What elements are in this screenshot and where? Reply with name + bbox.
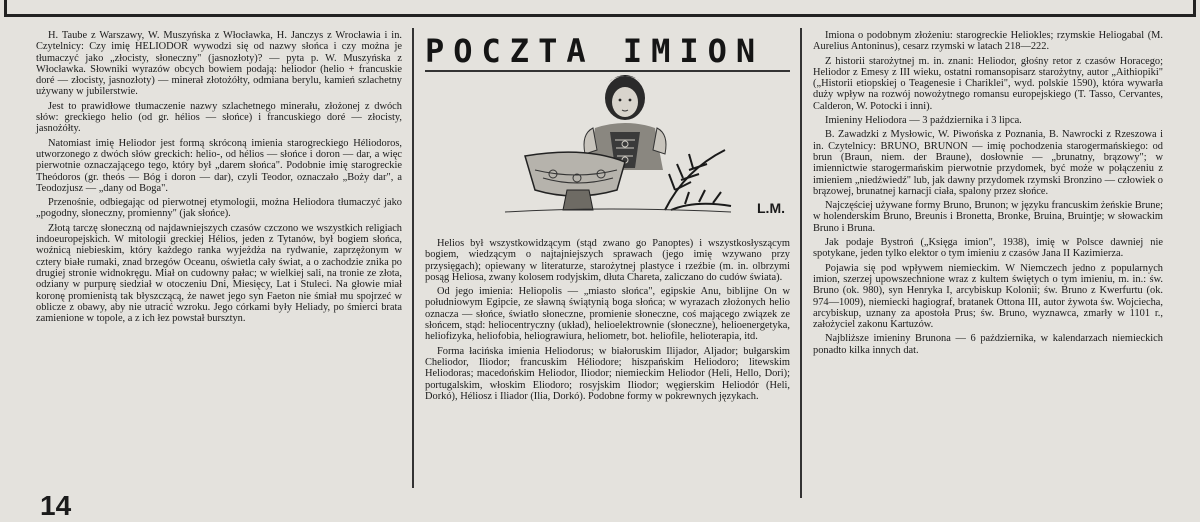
paragraph: Imiona o podobnym złożeniu: starogreckie Heliokles; rzymskie Heliogabal (M. Aurelius Antoninus), cesarz rzymski w latach 218—222.: [813, 30, 1163, 53]
paragraph: Najczęściej używane formy Bruno, Brunon; w języku francuskim żeńskie Brune; w holenderskim Bruno, Breunis i Bronetta, Bronke, Bruina, Bruintje; w słowackim Bruno i Bruna.: [813, 200, 1163, 234]
column-1: [36, 30, 402, 327]
page-title: POCZTA IMION: [425, 32, 765, 70]
masthead: [425, 30, 795, 235]
column-rule: [412, 28, 414, 488]
column-3: [813, 30, 1163, 359]
paragraph: Natomiast imię Heliodor jest formą skróconą imienia starogreckiego Héliodoros, utworzonego z dwóch słów greckich: helio-, od hélios — słońce i doron — dar, a więc pierwotnie oznaczającego tego, który był „darem słońca". Podobnie imię starogreckie Theódoros (gr. theós — Bóg i doron — dar), czyli Teodor, oznaczało „Boży dar", a Teodozjusz — „dany od Boga".: [36, 137, 402, 194]
paragraph: Imieniny Heliodora — 3 października i 3 lipca.: [825, 115, 1022, 127]
paragraph: H. Taube z Warszawy, W. Muszyńska z Włocławka, H. Janczys z Wrocławia i in. Czytelnicy: Czy imię HELIODOR wywodzi się od nazwy słońca i czy można je tłumaczyć jako „złocisty, słoneczny" (jasnozłoty)? — pyta p. W. Muszyńska z Włocławka. Słowniki wyrazów obcych bowiem podają: heliodor (helio + francuskie doré — złocisty, jasnozłoty) — minerał złotożółty, odmiana berylu, kamień szlachetny używany w jubilerstwie.: [36, 30, 402, 98]
paragraph: Pojawia się pod wpływem niemieckim. W Niemczech jedno z popularnych imion, szerzej upowszechnione wraz z kultem świętych o tym imieniu, m. in.: św. Bruno (ok. 980), syn Henryka I, arcybiskup Kolonii; św. Bruno z Kwerfurtu (ok. 974—1009), niemiecki hagiograf, bratanek Ottona III, autor żywota św. Wojciecha, arcybiskup, uznany za apostoła Prus; św. Bruno, wyznawca, zmarły w 1101 r., założyciel zakonu Kartuzów.: [813, 262, 1163, 331]
paragraph: Przenośnie, odbiegając od pierwotnej etymologii, można Heliodora tłumaczyć jako „pogodny, słoneczny, promienny" (jak słońce).: [36, 197, 402, 220]
column-rule: [800, 28, 802, 498]
paragraph: Z historii starożytnej m. in. znani: Heliodor, głośny retor z czasów Horacego; Heliodor z Emesy z III wieku, ostatni romansopisarz starożytny, autor „Aithiopiki" („Historii etiopskiej o Teagenesie i Chariklei", wyd. polskie 1590), która wywarła duży wpływ na rozwój nowożytnego romansu europejskiego (T. Tasso, Cervantes, Calderon, W. Potocki i inni).: [813, 55, 1163, 112]
top-frame: [4, 0, 1196, 17]
woman-with-bowl-illustration: [485, 70, 735, 220]
paragraph: Forma łacińska imienia Heliodorus; w białoruskim Ilijador, Aljador; bułgarskim Cheliodor, Iliodor; francuskim Héliodore; hiszpańskim Heliodoro; litewskim Heliodoras; macedońskim Heliodor, Iliodor; niemieckim Heliodor (Heli, Hello, Dori); portugalskim, włoskim Eliodoro; rosyjskim Iliodor; węgierskim Heliodór (Heli, Dorkó), Héliosz i Iliador (Ilia, Dorkó). Podobne formy w pokrewnych językach.: [425, 345, 790, 402]
paragraph: Najbliższe imieniny Brunona — 6 października, w kalendarzach niemieckich ponadto kilka innych dat.: [813, 333, 1163, 356]
paragraph: Od jego imienia: Heliopolis — „miasto słońca", egipskie Anu, biblijne On w południowym Egipcie, ze sławną świątynią boga słońca; w wyrazach złożonych helio oznacza — słońce, światło słoneczne, promienie słoneczne, coś mającego związek ze słońcem, stąd: heliocentryczny (układ), helioelektrownie (słoneczne), helioenergetyka, heliofizyka, heliofobia, heliograwiura, heliometr, bot. heliofile, helioterapia, itd.: [425, 286, 790, 343]
author-signature: L.M.: [757, 200, 785, 216]
paragraph: Jak podaje Bystroń („Księga imion", 1938), imię w Polsce dawniej nie spotykane, jeden tylko elektor o tym imieniu z czasów Jana II Kazimierza.: [813, 237, 1163, 260]
paragraph: Złotą tarczę słoneczną od najdawniejszych czasów czczono we wszystkich religiach indoeuropejskich. W mitologii greckiej Hélios, jeden z Tytanów, był bogiem słońca, woźnicą niebieskim, który każdego ranka wyjeżdża na rydwanie, zaprzężonym w cztery białe rumaki, znad brzegów Oceanu, oświetla cały świat, a o zachodzie znika po drugiej stronie widnokręgu. Miał on cudowny pałac; w wielkiej sali, na tronie ze złota, odziany w purpurę siedział w otoczeniu Dni, Miesięcy, Lat i Stuleci. Na głowie miał koronę promienistą tak błyszczącą, że nawet jego syn Faeton nie śmiał mu spojrzeć w oblicze z obawy, aby nie utracić wzroku. Jego córkami były Heliady, po śmierci brata zamienione w topole, a z ich łez powstał bursztyn.: [36, 222, 402, 325]
column-2: [425, 238, 790, 405]
page-number: 14: [40, 490, 72, 521]
paragraph: B. Zawadzki z Mysłowic, W. Piwońska z Poznania, B. Nawrocki z Rzeszowa i in. Czytelnicy: BRUNO, BRUNON — imię pochodzenia starogermańskiego: od brun (Braun, niem. der Braune), dosłownie — „brunatny, brązowy"; w imiennictwie starogermańskim pierwotnie przydomek, być może w połączeniu z imieniem „niedźwiedź" lub, jak dawny przydomek rzymski Bronzino — człowiek o brązowej, brunatnej karnacji ciała, spalony przez słońce.: [813, 129, 1163, 197]
paragraph: Helios był wszystkowidzącym (stąd zwano go Panoptes) i wszystkosłyszącym bogiem, wiedzącym o najtajniejszych sprawach (jego imię wzywano przy przysięgach); opiewany w literaturze, starożytnej plastyce i rzeźbie (m. in. olbrzymi posąg Heliosa, zwany kolosem rodyjskim, dłuta Chareta, zaliczano do cudów świata).: [425, 238, 790, 283]
paragraph: Jest to prawidłowe tłumaczenie nazwy szlachetnego minerału, złożonej z dwóch słów: greckiego helio (od gr. hélios — słońce) i francuskiego doré — złocisty, jasnożółty.: [36, 100, 402, 135]
